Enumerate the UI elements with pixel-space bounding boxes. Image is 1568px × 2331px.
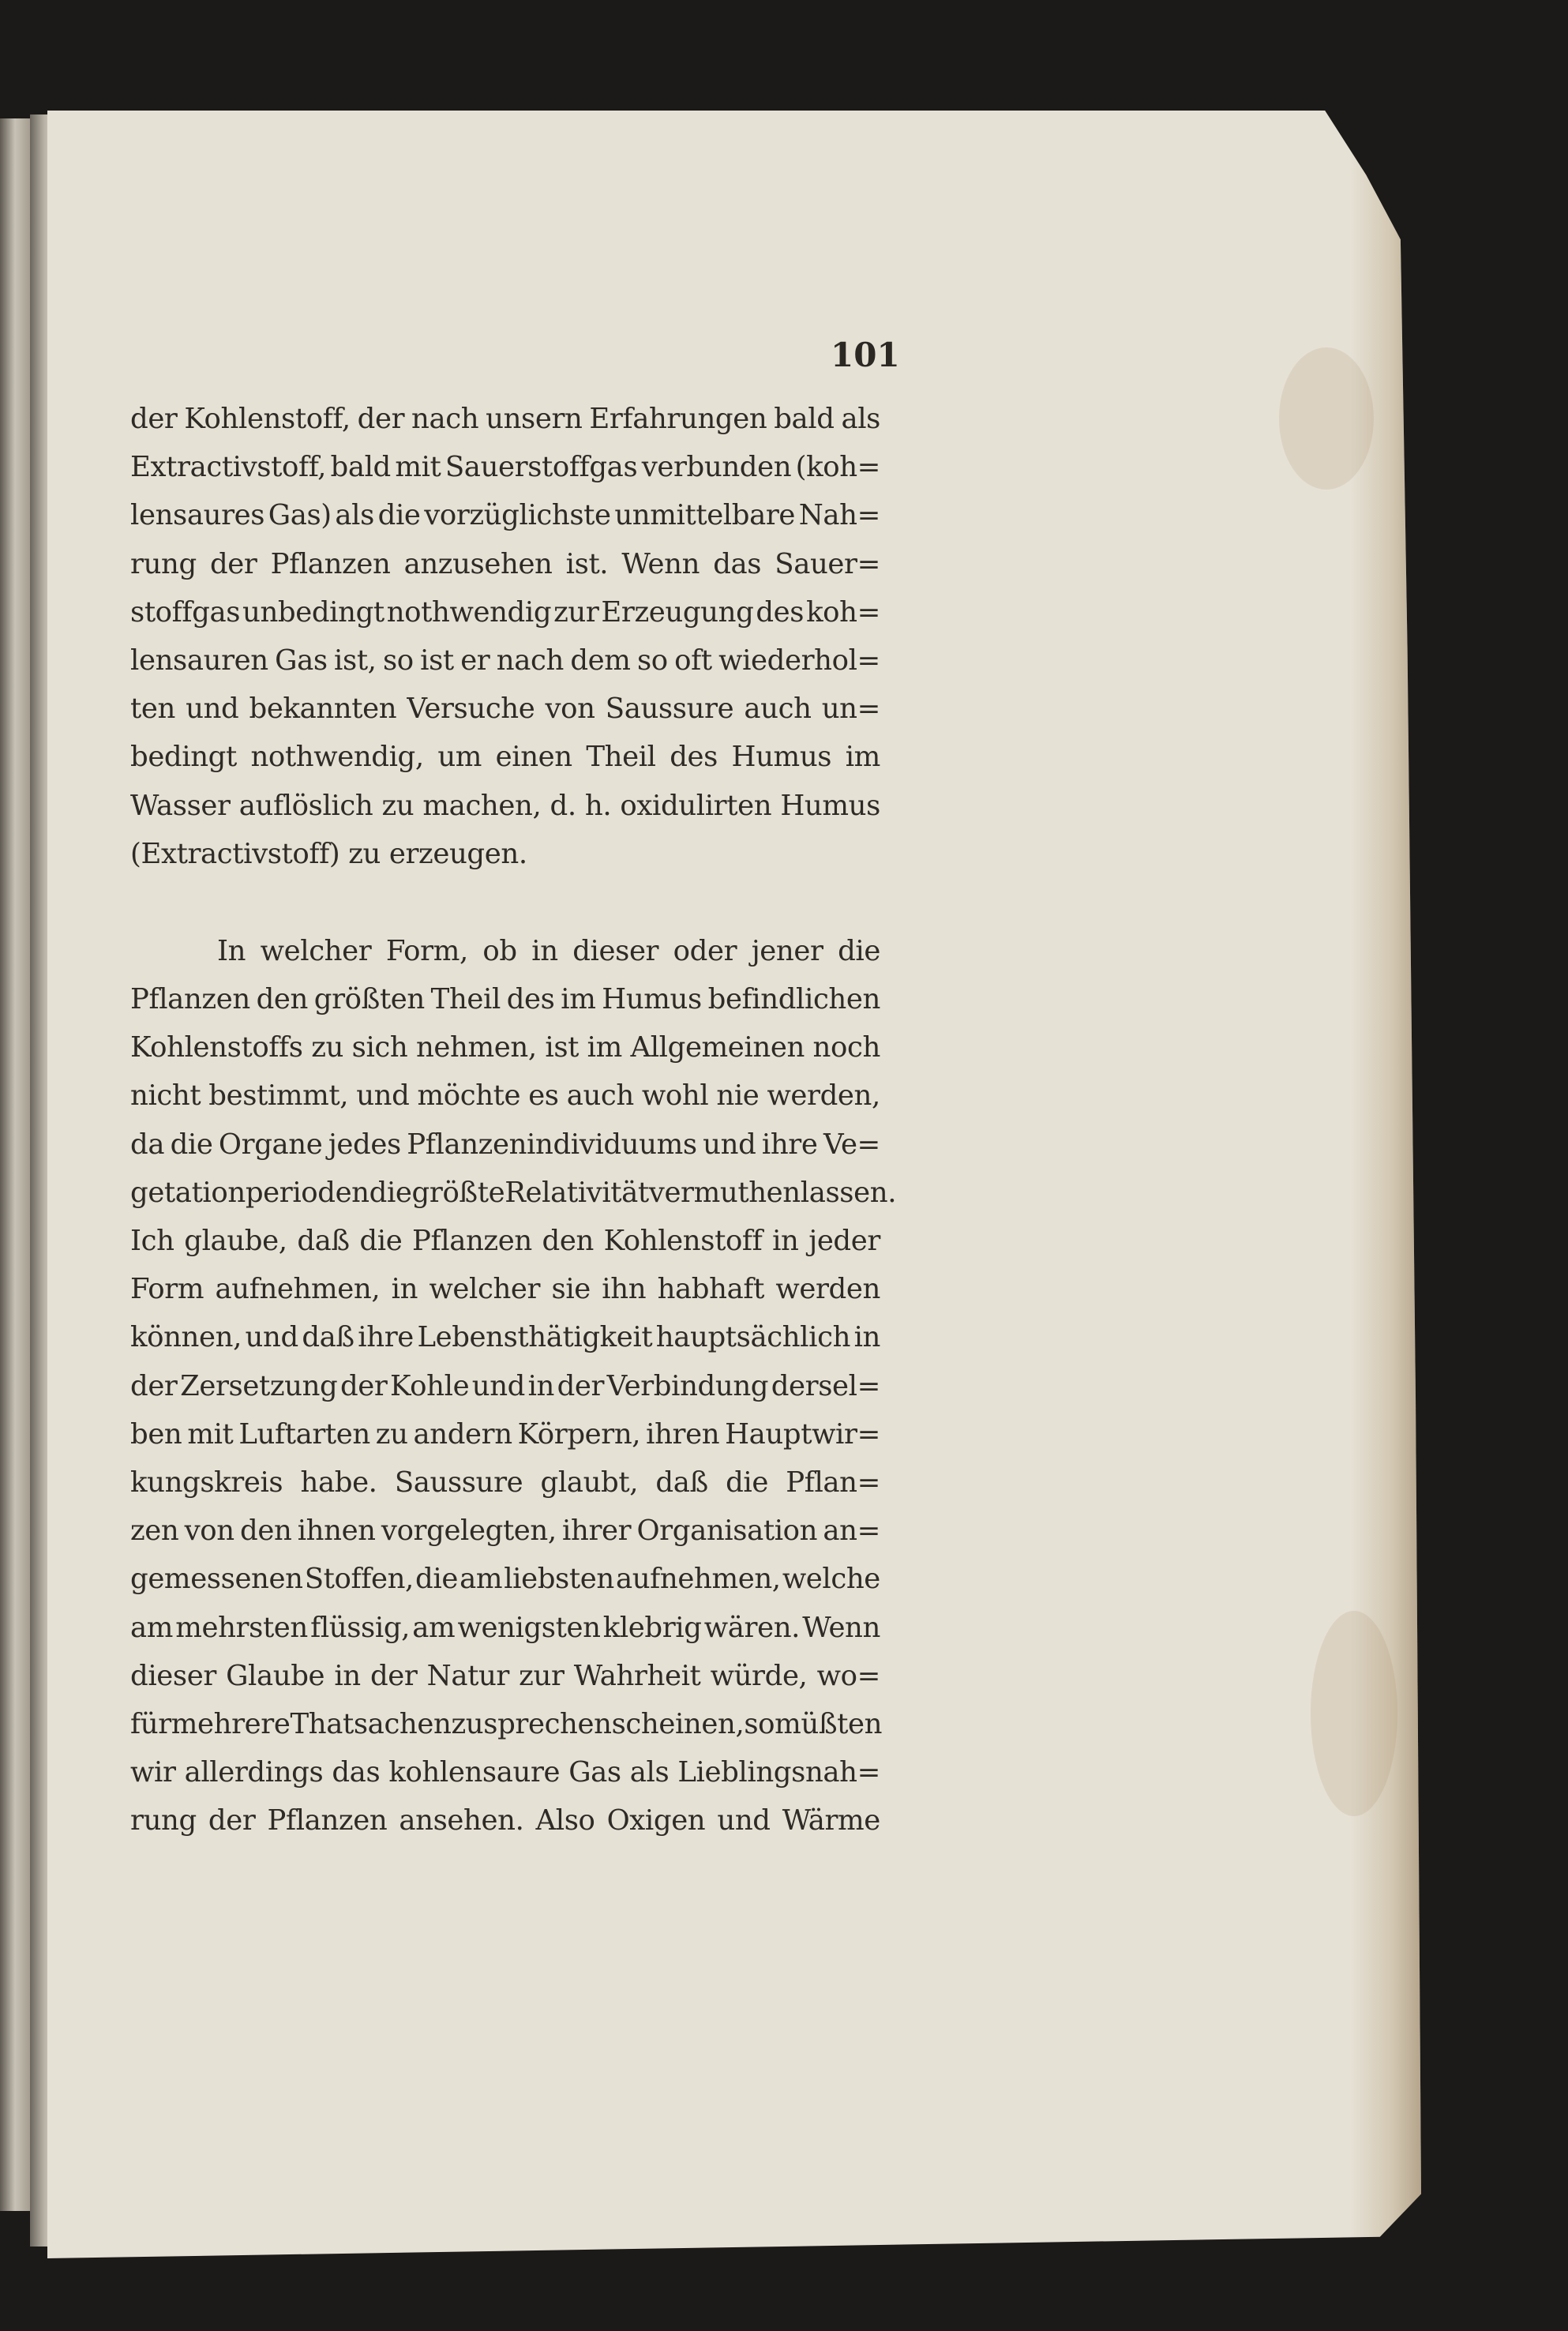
- word: nach: [496, 644, 564, 677]
- word: Gas: [275, 644, 328, 677]
- text-line: [130, 733, 880, 781]
- word: vorzüglichste: [424, 499, 611, 532]
- word: wären.: [703, 1611, 801, 1644]
- word: der: [339, 1369, 388, 1402]
- word: zu: [451, 1707, 484, 1740]
- text-line: [130, 1265, 880, 1313]
- word: Saussure: [605, 693, 734, 726]
- word: mehrere: [171, 1707, 291, 1740]
- word: machen,: [422, 789, 542, 822]
- word: koh=: [806, 595, 880, 629]
- word: habhaft: [657, 1273, 764, 1306]
- word: Oxigen: [606, 1804, 706, 1837]
- word: vorgelegten,: [381, 1515, 557, 1548]
- word: daß: [302, 1321, 354, 1354]
- text-line: [130, 588, 880, 636]
- text-line: [130, 1458, 880, 1507]
- word: jeder: [808, 1225, 880, 1257]
- word: welcher: [260, 934, 372, 967]
- word: der: [369, 1659, 418, 1692]
- word: Thatsachen: [290, 1707, 452, 1740]
- word: kohlensaure: [388, 1756, 561, 1789]
- word: Ve=: [823, 1128, 880, 1161]
- word: Natur: [426, 1659, 509, 1692]
- word: Pflan=: [786, 1466, 880, 1499]
- word: Form: [130, 1273, 204, 1306]
- word: werden: [775, 1273, 880, 1306]
- word: Versuche: [407, 693, 535, 726]
- text-line: [130, 1652, 880, 1700]
- text-line: [130, 1748, 880, 1796]
- word: Theil: [430, 983, 501, 1016]
- word: wo=: [816, 1659, 880, 1692]
- word: so: [744, 1707, 775, 1740]
- word: mit: [187, 1417, 234, 1451]
- word: zur: [519, 1659, 565, 1692]
- word: für: [130, 1707, 171, 1740]
- word: Kohlenstoff: [603, 1225, 763, 1257]
- word: Pflanzenindividuums: [407, 1128, 697, 1161]
- word: die: [359, 1225, 403, 1257]
- word: die: [170, 1128, 213, 1161]
- text-line: [130, 395, 880, 443]
- page-body-text: [130, 395, 897, 1845]
- word: der: [357, 403, 405, 435]
- word: un=: [821, 693, 880, 726]
- word: am: [460, 1563, 503, 1596]
- word: der: [557, 1369, 605, 1402]
- text-line: (Extractivstoff) zu erzeugen.: [130, 837, 527, 870]
- word: im: [587, 1031, 622, 1064]
- word: (koh=: [795, 451, 880, 484]
- word: als: [629, 1756, 670, 1789]
- word: zen: [130, 1515, 179, 1548]
- word: ihrer: [562, 1515, 632, 1548]
- word: Wenn: [621, 547, 700, 580]
- page-number: 101: [831, 336, 900, 374]
- text-line: [130, 927, 880, 975]
- word: Sauerstoffgas: [445, 451, 638, 484]
- text-line: [130, 1410, 880, 1458]
- word: unsern: [486, 403, 583, 435]
- word: mit: [395, 451, 441, 484]
- word: Stoffen,: [304, 1563, 414, 1596]
- word: aufnehmen,: [615, 1563, 781, 1596]
- word: Gas: [568, 1756, 621, 1789]
- word: aufnehmen,: [215, 1273, 381, 1306]
- word: ihnen: [297, 1515, 376, 1548]
- word: Sauer=: [775, 547, 880, 580]
- text-line: [130, 443, 880, 491]
- text-line: [130, 975, 880, 1023]
- word: rung: [130, 1804, 197, 1837]
- word: und: [703, 1128, 756, 1161]
- word: die: [377, 499, 421, 532]
- word: er: [460, 644, 490, 677]
- word: vermuthen: [648, 1176, 801, 1209]
- word: nehmen,: [415, 1031, 537, 1064]
- word: von: [545, 693, 595, 726]
- word: bedingt: [130, 741, 237, 774]
- word: dieser: [572, 934, 659, 967]
- word: Humus: [780, 789, 880, 822]
- word: mehrsten: [175, 1611, 308, 1644]
- word: in: [391, 1273, 418, 1306]
- word: Lebensthätigkeit: [417, 1321, 653, 1354]
- word: den: [240, 1515, 292, 1548]
- word: ist,: [334, 644, 377, 677]
- word: der: [208, 1804, 256, 1837]
- word: noch: [812, 1031, 880, 1064]
- paper-stain: [1279, 347, 1374, 490]
- word: sie: [551, 1273, 591, 1306]
- word: am: [412, 1611, 456, 1644]
- word: In: [217, 934, 246, 967]
- text-line: [130, 1072, 880, 1120]
- word: des: [670, 741, 718, 774]
- word: Zersetzung: [180, 1369, 338, 1402]
- word: der: [130, 1369, 178, 1402]
- word: das: [713, 547, 762, 580]
- word: getationperioden: [130, 1176, 369, 1209]
- word: Saussure: [394, 1466, 523, 1499]
- word: ist.: [565, 547, 609, 580]
- word: Körpern,: [517, 1417, 641, 1451]
- word: lensauren: [130, 644, 268, 677]
- word: da: [130, 1128, 165, 1161]
- paragraph-2: [130, 927, 897, 1845]
- word: Erfahrungen: [589, 403, 767, 435]
- word: habe.: [300, 1466, 377, 1499]
- word: die: [415, 1563, 458, 1596]
- text-line: [130, 1604, 880, 1652]
- word: ansehen.: [399, 1804, 524, 1837]
- word: ihre: [761, 1128, 818, 1161]
- word: größte: [411, 1176, 505, 1209]
- word: Pflanzen: [267, 1804, 388, 1837]
- text-line: [130, 1023, 880, 1072]
- word: h.: [584, 789, 612, 822]
- word: der: [209, 547, 257, 580]
- word: flüssig,: [310, 1611, 411, 1644]
- word: bestimmt,: [208, 1079, 349, 1113]
- word: die: [838, 934, 880, 967]
- word: liebsten: [504, 1563, 614, 1596]
- word: Humus: [731, 741, 832, 774]
- word: Erzeugung: [601, 595, 754, 629]
- word: nothwendig: [386, 595, 552, 629]
- word: unbedingt: [242, 595, 384, 629]
- word: klebrig: [602, 1611, 702, 1644]
- text-line: [130, 491, 880, 539]
- word: am: [130, 1611, 174, 1644]
- word: glaubt,: [540, 1466, 639, 1499]
- word: hauptsächlich: [655, 1321, 851, 1354]
- word: Organe: [218, 1128, 323, 1161]
- word: glaube,: [184, 1225, 287, 1257]
- text-line: [130, 1555, 880, 1603]
- word: und: [186, 693, 239, 726]
- text-line: [130, 1169, 897, 1217]
- word: oft: [674, 644, 712, 677]
- word: dieser: [130, 1659, 216, 1692]
- text-line: [130, 636, 880, 685]
- word: scheinen,: [611, 1707, 745, 1740]
- word: Relativität: [505, 1176, 649, 1209]
- text-line: [130, 1313, 880, 1361]
- word: Hauptwir=: [725, 1417, 880, 1451]
- text-line: [130, 1362, 880, 1410]
- word: daß: [655, 1466, 708, 1499]
- word: das: [332, 1756, 381, 1789]
- word: welcher: [429, 1273, 541, 1306]
- paper-stain: [1311, 1611, 1397, 1816]
- word: Pflanzen: [270, 547, 391, 580]
- word: rung: [130, 547, 197, 580]
- word: an=: [823, 1515, 880, 1548]
- word: und: [471, 1369, 526, 1402]
- word: nothwendig,: [250, 741, 424, 774]
- word: werden,: [767, 1079, 880, 1113]
- word: und: [717, 1804, 771, 1837]
- word: Humus: [602, 983, 702, 1016]
- word: anzusehen: [403, 547, 553, 580]
- word: auflöslich: [238, 789, 373, 822]
- word: Lieblingsnah=: [677, 1756, 880, 1789]
- word: ihn: [602, 1273, 647, 1306]
- word: Organisation: [636, 1515, 818, 1548]
- word: möchte: [417, 1079, 521, 1113]
- word: ist: [545, 1031, 579, 1064]
- word: oxidulirten: [620, 789, 772, 822]
- word: wohl: [641, 1079, 709, 1113]
- word: nicht: [130, 1079, 201, 1113]
- paragraph-1: [130, 395, 880, 878]
- text-line: [130, 1120, 880, 1169]
- word: Nah=: [798, 499, 880, 532]
- text-line: [130, 685, 880, 733]
- word: ist: [420, 644, 454, 677]
- word: Verbindung: [606, 1369, 769, 1402]
- word: als: [841, 403, 880, 435]
- paragraph-gap: [130, 878, 880, 927]
- word: ob: [482, 934, 517, 967]
- word: die: [369, 1176, 412, 1209]
- word: Wärme: [782, 1804, 880, 1837]
- word: einen: [495, 741, 572, 774]
- word: es: [528, 1079, 559, 1113]
- word: d.: [550, 789, 576, 822]
- word: wir: [130, 1756, 176, 1789]
- word: ihren: [646, 1417, 720, 1451]
- word: Wahrheit: [573, 1659, 701, 1692]
- word: größten: [313, 983, 425, 1016]
- word: ben: [130, 1417, 182, 1451]
- word: im: [845, 741, 880, 774]
- word: Gas): [268, 499, 332, 532]
- word: in: [772, 1225, 799, 1257]
- word: zur: [553, 595, 599, 629]
- word: ihre: [358, 1321, 414, 1354]
- word: kungskreis: [130, 1466, 283, 1499]
- text-line: [130, 1700, 883, 1748]
- word: andern: [413, 1417, 512, 1451]
- word: Ich: [130, 1225, 174, 1257]
- word: dem: [570, 644, 631, 677]
- word: Also: [535, 1804, 595, 1837]
- word: des: [506, 983, 555, 1016]
- word: in: [334, 1659, 361, 1692]
- word: unmittelbare: [614, 499, 796, 532]
- word: Kohlenstoffs: [130, 1031, 303, 1064]
- text-line: [130, 782, 880, 830]
- word: die: [726, 1466, 768, 1499]
- word: um: [437, 741, 482, 774]
- word: Kohle: [390, 1369, 470, 1402]
- word: und: [356, 1079, 410, 1113]
- word: gemessenen: [130, 1563, 303, 1596]
- word: in: [527, 1369, 554, 1402]
- word: von: [184, 1515, 234, 1548]
- word: Theil: [586, 741, 656, 774]
- word: so: [382, 644, 414, 677]
- word: müßten: [775, 1707, 883, 1740]
- word: wenigsten: [457, 1611, 601, 1644]
- word: bekannten: [249, 693, 397, 726]
- word: Wenn: [802, 1611, 880, 1644]
- word: nach: [411, 403, 479, 435]
- word: Wasser: [130, 789, 231, 822]
- word: Luftarten: [238, 1417, 370, 1451]
- word: zu: [381, 789, 415, 822]
- word: im: [561, 983, 596, 1016]
- word: nie: [716, 1079, 760, 1113]
- word: lassen.: [800, 1176, 897, 1209]
- word: würde,: [710, 1659, 808, 1692]
- word: des: [756, 595, 805, 629]
- word: in: [531, 934, 558, 967]
- word: Pflanzen: [130, 983, 250, 1016]
- word: lensaures: [130, 499, 265, 532]
- word: so: [636, 644, 668, 677]
- word: als: [335, 499, 374, 532]
- word: sich: [351, 1031, 408, 1064]
- word: Pflanzen: [412, 1225, 532, 1257]
- word: der: [130, 403, 178, 435]
- word: jedes: [328, 1128, 401, 1161]
- text-line: [130, 540, 880, 588]
- word: können,: [130, 1321, 242, 1354]
- word: dersel=: [771, 1369, 880, 1402]
- word: den: [256, 983, 308, 1016]
- word: Kohlenstoff,: [184, 403, 351, 435]
- word: Form,: [385, 934, 468, 967]
- word: in: [853, 1321, 880, 1354]
- word: daß: [297, 1225, 350, 1257]
- word: oder: [673, 934, 737, 967]
- word: jener: [751, 934, 823, 967]
- word: den: [542, 1225, 594, 1257]
- word: welche: [782, 1563, 880, 1596]
- word: sprechen: [483, 1707, 612, 1740]
- word: und: [245, 1321, 298, 1354]
- text-line: [130, 1217, 880, 1265]
- word: verbunden: [641, 451, 792, 484]
- word: Extractivstoff,: [130, 451, 327, 484]
- left-page-edge: [0, 118, 30, 2211]
- word: Allgemeinen: [630, 1031, 805, 1064]
- word: Glaube: [226, 1659, 325, 1692]
- word: ten: [130, 693, 175, 726]
- word: wiederhol=: [718, 644, 880, 677]
- text-line: [130, 1796, 880, 1845]
- word: bald: [774, 403, 835, 435]
- word: befindlichen: [707, 983, 880, 1016]
- word: stoffgas: [130, 595, 241, 629]
- word: auch: [566, 1079, 634, 1113]
- word: zu: [375, 1417, 408, 1451]
- word: auch: [744, 693, 812, 726]
- word: allerdings: [184, 1756, 324, 1789]
- text-line: [130, 1507, 880, 1555]
- word: zu: [311, 1031, 343, 1064]
- word: bald: [330, 451, 391, 484]
